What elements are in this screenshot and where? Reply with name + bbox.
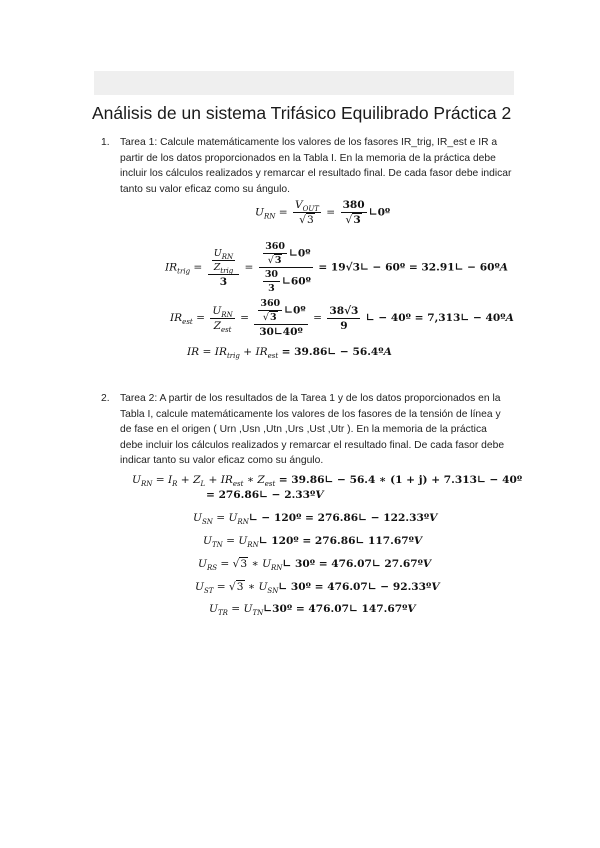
task-1 [101, 135, 512, 197]
task-2-number: 2. [101, 393, 110, 404]
equation-utr: $U_{TR}$ = $U_{TN}∟30º$ = 476.07∟ 147.67ºV [209, 603, 416, 618]
urn-numerator: 380 [342, 199, 365, 211]
urn-line-2: = 276.86∟ − 2.33º [206, 489, 316, 501]
task-1-text: Tarea 1: Calcule matemáticamente los valores de los fasores IR_trig, IR_est e IR a partir de los datos proporcionados en la Tabla I. En la memoria de la práctica debe incluir los cálculos realizados y remarcar el resultado final. De cada fasor debe indicar tanto su valor eficaz como su ángulo. [120, 137, 512, 195]
equation-utn: $U_{TN}$ = $U_{RN}∟$ 120º = 276.86∟ 117.67ºV [203, 535, 423, 550]
irtrig-result: = 19√3∟ − 60º = 32.91∟ − 60º [318, 261, 500, 274]
utr-result: ∟30º = 476.07∟ 147.67º [263, 603, 408, 615]
ust-result: ∟ 30º = 476.07∟ − 92.33º [278, 581, 432, 593]
utn-result: ∟ 120º = 276.86∟ 117.67º [258, 535, 414, 547]
task-1-number: 1. [101, 137, 110, 148]
irtrig-den-denominator: 3 [268, 283, 275, 294]
task-2 [101, 391, 512, 469]
equation-usn: $U_{SN}$ = $U_{RN}∟$ − 120º = 276.86∟ − 122.33ºV [193, 512, 438, 527]
equation-urn-sum: $U_{RN} = I_R + Z_L + IR_{est}$ ∗ $Z_{est}$ = 39.86∟ − 56.4 ∗ (1 + j) + 7.313∟ − 40º [132, 474, 523, 489]
equation-ust: $U_{ST} = √3$ ∗ $U_{SN}∟$ 30º = 476.07∟ − 92.33ºV [195, 581, 440, 596]
urs-result: ∟ 30º = 476.07∟ 27.67º [282, 558, 423, 570]
equation-irtrig: $IR_{trig}$ = $\frac{\frac{U_{RN}}{Z_{trig}}}{3}$ = $\frac{360}{√3}$ ∟0º $\frac{30}{3}$ ∟60º = 19√3∟ − 60º = 32.91∟ − 60ºA [165, 241, 508, 294]
irest-mid-numerator: 38√3 [329, 304, 359, 317]
task-2-text: Tarea 2: A partir de los resultados de la Tarea 1 y de los datos proporcionados en la Tabla I, calcule matemáticamente los valores de los fasores de la tensión de línea y de fase en el origen ( Urn ,Usn ,Utn ,Urs ,Ust ,Utr ). En la memoria de la práctica debe incluir los cálculos realizados y remarcar el resultado final. De cada fasor debe indicar tanto su valor eficaz como su ángulo. [120, 393, 505, 467]
ir-total-result: = 39.86∟ − 56.4º [281, 346, 384, 358]
header-bar [94, 71, 514, 95]
equation-ir-total: IR = $IR_{trig} + IR_{est}$ = 39.86∟ − 56.4ºA [187, 346, 392, 361]
equation-urn-result: = 276.86∟ − 2.33ºV [206, 489, 324, 501]
irtrig-den-angle: ∟60º [282, 275, 311, 288]
irest-result: ∟ − 40º = 7,313∟ − 40º [365, 312, 506, 324]
irest-mid-denominator: 9 [340, 319, 348, 332]
usn-result: ∟ − 120º = 276.86∟ − 122.33º [248, 512, 430, 524]
irest-numerator: 360 [260, 298, 281, 309]
page-title: Análisis de un sistema Trifásico Equilibrado Práctica 2 [92, 103, 512, 123]
equation-urs: $U_{RS} = √3$ ∗ $U_{RN}∟$ 30º = 476.07∟ 27.67ºV [198, 558, 432, 573]
irest-denominator: 30∟40º [259, 326, 303, 338]
urn-angle: ∟0º [368, 206, 391, 219]
urn-line-1: = 39.86∟ − 56.4 ∗ (1 + j) + 7.313∟ − 40º [278, 474, 523, 486]
equation-irest: $IR_{est}$ = $\frac{U_{RN}}{Z_{est}}$ = $\frac{360}{√3}$ ∟0º 30∟40º = $\frac{38√3}{9}$ ∟ − 40º = 7,313∟ − 40ºA [170, 298, 514, 338]
irtrig-den-numerator: 30 [264, 269, 279, 280]
equation-urn-phasor: $U_{RN}$ = $\frac{V_{OUT}}{√3}$ = $\frac{380}{√3}$ ∟0º [255, 199, 391, 226]
irtrig-numerator: 360 [265, 241, 286, 252]
